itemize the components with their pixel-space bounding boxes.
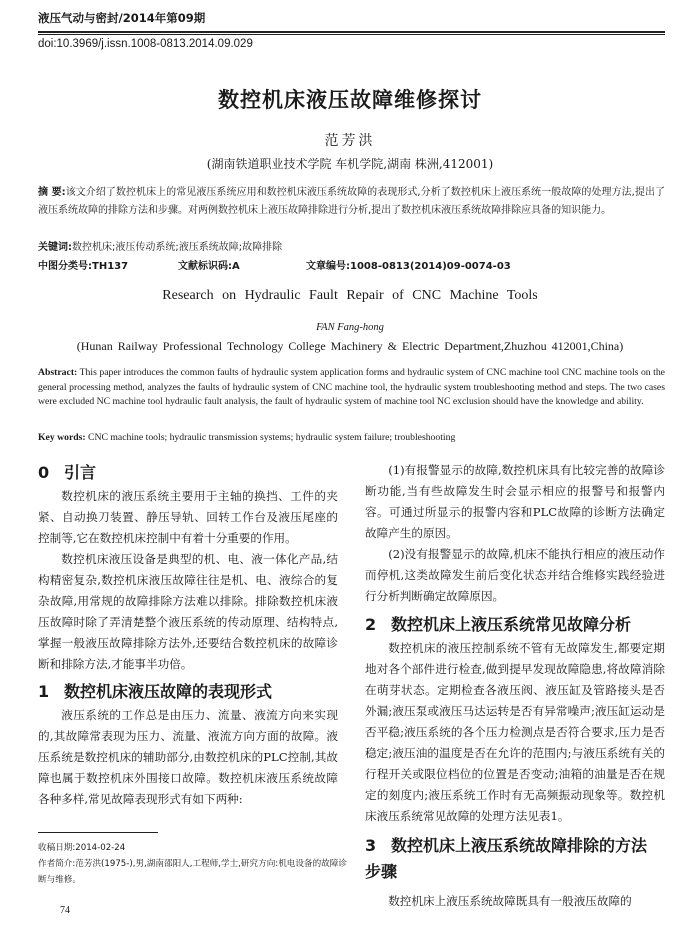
footnote-rule [38, 832, 158, 833]
paragraph: 数控机床的液压系统主要用于主轴的换挡、工件的夹紧、自动换刀装置、静压导轨、回转工作台及液压尾座的控制等,它在数控机床控制中有着十分重要的作用。 [38, 489, 338, 545]
section-number: 0 [38, 463, 50, 482]
abstract-zh-label: 摘 要: [38, 187, 66, 198]
section-number: 2 [365, 615, 377, 634]
section-heading-1 [38, 679, 338, 705]
clc-number: 中图分类号:TH137 [38, 261, 129, 272]
footnotes [38, 840, 348, 888]
header-rule [38, 31, 665, 33]
section-title: 数控机床液压故障的表现形式 [64, 682, 273, 701]
section-title: 数控机床上液压系统故障排除的方法 [391, 836, 648, 855]
left-column [38, 460, 338, 810]
received-date: 收稿日期:2014-02-24 [38, 843, 126, 853]
paragraph: 数控机床液压设备是典型的机、电、液一体化产品,结构精密复杂,数控机床液压故障往往是机、电、液综合的复杂故障,用常规的故障排除方法难以排除。排除数控机床液压故障时除了弄清楚整个液压系统的传动原理、结构特点,掌握一般液压故障排除方法外,还要结合数控机床的故障诊断和排除方法,才能事半功倍。 [38, 552, 338, 671]
keywords-en [38, 432, 665, 443]
abstract-zh-text: 该文介绍了数控机床上的常见液压系统应用和数控机床液压系统故障的表现形式,分析了数控机床上液压系统一般故障的处理方法,提出了液压系统故障的排除方法和步骤。对两例数控机床上液压故障排除进行分析,提出了数控机床液压系统故障排除应具备的知识能力。 [38, 187, 666, 216]
keywords-en-text: CNC machine tools; hydraulic transmission systems; hydraulic system failure; troubleshooting [88, 432, 456, 443]
keywords-zh-label: 关键词: [38, 242, 72, 253]
keywords-en-label: Key words: [38, 432, 86, 443]
keywords-zh [38, 238, 665, 253]
header-rule-thin [38, 34, 665, 35]
section-title: 引言 [64, 463, 97, 482]
journal-header: 液压气动与密封/2014年第09期 [38, 11, 206, 25]
page-number: 74 [60, 905, 70, 916]
section-heading-3 [365, 833, 665, 859]
author-en: FAN Fang-hong [316, 322, 384, 333]
paragraph: 数控机床的液压控制系统不管有无故障发生,都要定期地对各个部件进行检查,做到提早发现故障隐患,将故障消除在萌芽状态。定期检查各液压阀、液压缸及管路接头是否外漏;液压泵或液压马达运转是否有异常噪声;液压缸运动是否平稳;液压系统的各个压力检测点是否符合要求,压力是否稳定;液压油的温度是否在允许的范围内;与液压系统有关的行程开关或限位档位的位置是否变动;油箱的油量是否在规定的刻度内;液压系统工作时有无高频振动现象等。数控机床液压系统常见故障的处理方法见表1。 [365, 641, 665, 823]
paragraph: (1)有报警显示的故障,数控机床具有比较完善的故障诊断功能,当有些故障发生时会显示相应的报警号和报警内容。可通过所显示的报警内容和PLC故障的诊断方法确定故障产生的原因。 [365, 463, 665, 540]
abstract-zh [38, 184, 665, 220]
affiliation-en: (Hunan Railway Professional Technology College Machinery & Electric Department,Zhuzhou 412001,China) [76, 339, 624, 353]
section-heading-0 [38, 460, 338, 486]
author-bio: 作者简介:范芳洪(1975-),男,湖南邵阳人,工程师,学士,研究方向:机电设备的故障诊断与维修。 [38, 859, 347, 885]
paragraph: 液压系统的工作总是由压力、流量、液流方向来实现的,其故障常表现为压力、流量、液流方向方面的故障。液压系统是数控机床的辅助部分,由数控机床的PLC控制,其故障也属于数控机床外围接口故障。数控机床液压系统故障各种多样,常见故障表现形式有如下两种: [38, 708, 338, 806]
paper-title-zh: 数控机床液压故障维修探讨 [218, 88, 482, 112]
right-column [365, 460, 665, 912]
section-heading-3-cont: 步骤 [365, 862, 398, 881]
paragraph: (2)没有报警显示的故障,机床不能执行相应的液压动作而停机,这类故障发生前后变化状态并结合维修实践经验进行分析判断确定故障原因。 [365, 547, 665, 603]
section-number: 1 [38, 682, 50, 701]
section-title: 数控机床上液压系统常见故障分析 [391, 615, 632, 634]
abstract-en-text: This paper introduces the common faults of hydraulic system application forms and hydraulic system of CNC machine tool CNC machine tools on the general processing method, analyzes the faults of hydraulic system of CNC machine tool, the hydraulic system troubleshooting method and steps. The two cases were excluded NC machine tool hydraulic fault analysis, the fault of hydraulic system of machine tool NC exclusion should have the knowledge and ability. [38, 367, 665, 408]
abstract-en-label: Abstract: [38, 367, 78, 378]
section-number: 3 [365, 836, 377, 855]
affiliation-zh: (湖南铁道职业技术学院 车机学院,湖南 株洲,412001) [206, 157, 494, 171]
article-number: 文章编号:1008-0813(2014)09-0074-03 [306, 261, 511, 272]
document-code: 文献标识码:A [178, 261, 240, 272]
paragraph: 数控机床上液压系统故障既具有一般液压故障的 [388, 894, 632, 908]
doi: doi:10.3969/j.issn.1008-0813.2014.09.029 [38, 38, 253, 50]
section-heading-2 [365, 612, 665, 638]
keywords-zh-text: 数控机床;液压传动系统;液压系统故障;故障排除 [72, 242, 283, 253]
paper-title-en: Research on Hydraulic Fault Repair of CNC Machine Tools [162, 288, 538, 303]
author-zh: 范芳洪 [324, 133, 376, 149]
abstract-en [38, 366, 665, 410]
